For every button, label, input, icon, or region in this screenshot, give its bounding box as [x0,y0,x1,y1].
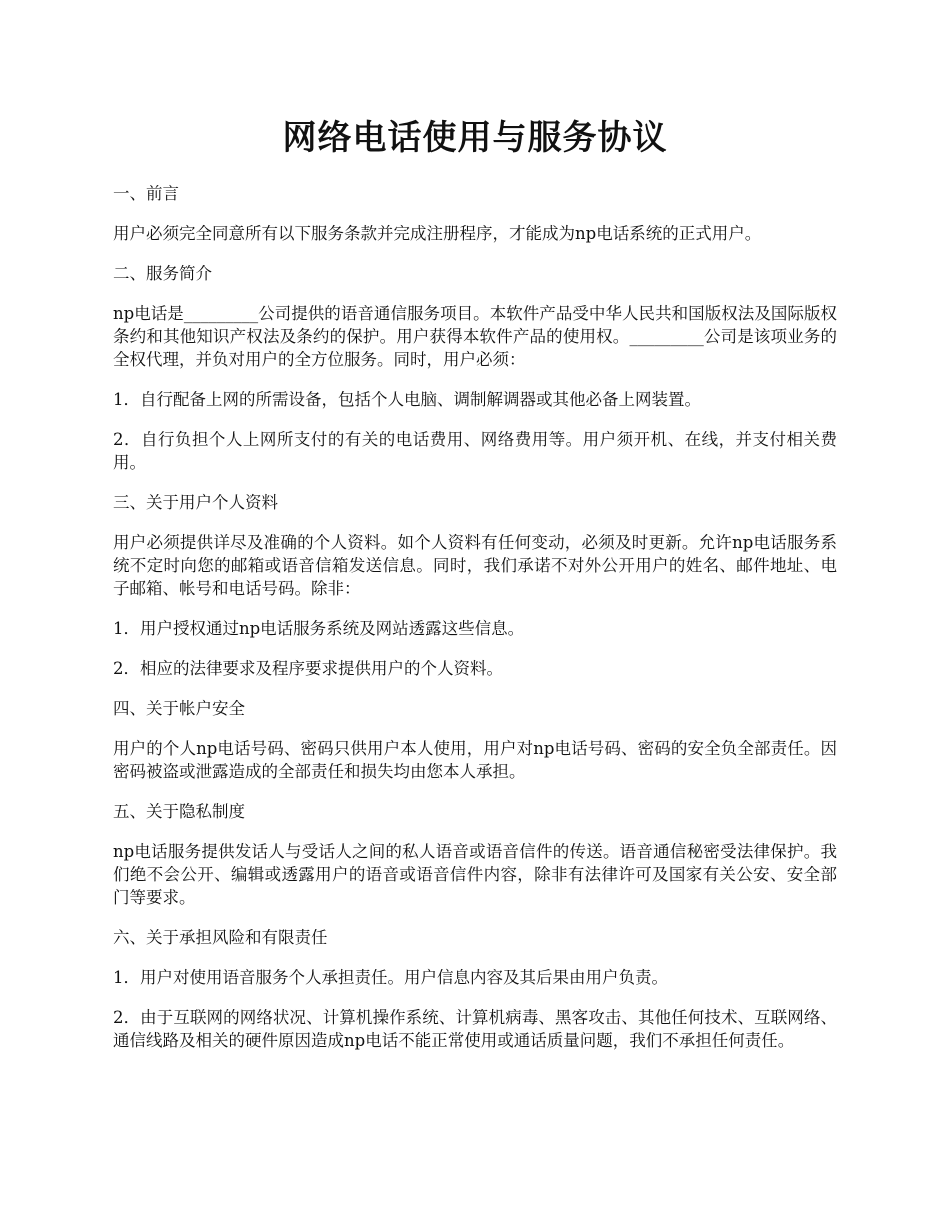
section-heading-liability: 六、关于承担风险和有限责任 [113,928,328,947]
document-title: 网络电话使用与服务协议 [282,118,668,158]
list-item: 2．相应的法律要求及程序要求提供用户的个人资料。 [113,659,503,678]
paragraph: 用户必须提供详尽及准确的个人资料。如个人资料有任何变动，必须及时更新。允许np电话服务系统不定时向您的邮箱或语音信箱发送信息。同时，我们承诺不对外公开用户的姓名、邮件地址、电子邮箱、帐号和电话号码。除非： [113,533,837,598]
paragraph: 用户必须完全同意所有以下服务条款并完成注册程序，才能成为np电话系统的正式用户。 [113,224,762,243]
section-heading-personal-data: 三、关于用户个人资料 [113,493,278,512]
section-heading-service-intro: 二、服务简介 [113,264,212,283]
section-heading-privacy: 五、关于隐私制度 [113,802,245,821]
paragraph: np电话服务提供发话人与受话人之间的私人语音或语音信件的传送。语音通信秘密受法律保护。我们绝不会公开、编辑或透露用户的语音或语音信件内容，除非有法律许可及国家有关公安、安全部门等要求。 [113,842,837,907]
list-item: 1．自行配备上网的所需设备，包括个人电脑、调制解调器或其他必备上网装置。 [113,390,701,409]
list-item: 1．用户授权通过np电话服务系统及网站透露这些信息。 [113,619,525,638]
section-heading-account-security: 四、关于帐户安全 [113,699,245,718]
list-item: 2．自行负担个人上网所支付的有关的电话费用、网络费用等。用户须开机、在线，并支付相关费用。 [113,430,837,472]
list-item: 1．用户对使用语音服务个人承担责任。用户信息内容及其后果由用户负责。 [113,968,668,987]
paragraph: np电话是_________公司提供的语音通信服务项目。本软件产品受中华人民共和国版权法及国际版权条约和其他知识产权法及条约的保护。用户获得本软件产品的使用权。_________公司是该项业务的全权代理，并负对用户的全方位服务。同时，用户必须： [113,304,837,369]
document-body [113,182,837,1052]
paragraph: 用户的个人np电话号码、密码只供用户本人使用，用户对np电话号码、密码的安全负全部责任。因密码被盗或泄露造成的全部责任和损失均由您本人承担。 [113,739,837,781]
section-heading-preface: 一、前言 [113,184,179,203]
list-item: 2．由于互联网的网络状况、计算机操作系统、计算机病毒、黑客攻击、其他任何技术、互联网络、通信线路及相关的硬件原因造成np电话不能正常使用或通话质量问题，我们不承担任何责任。 [113,1008,837,1050]
